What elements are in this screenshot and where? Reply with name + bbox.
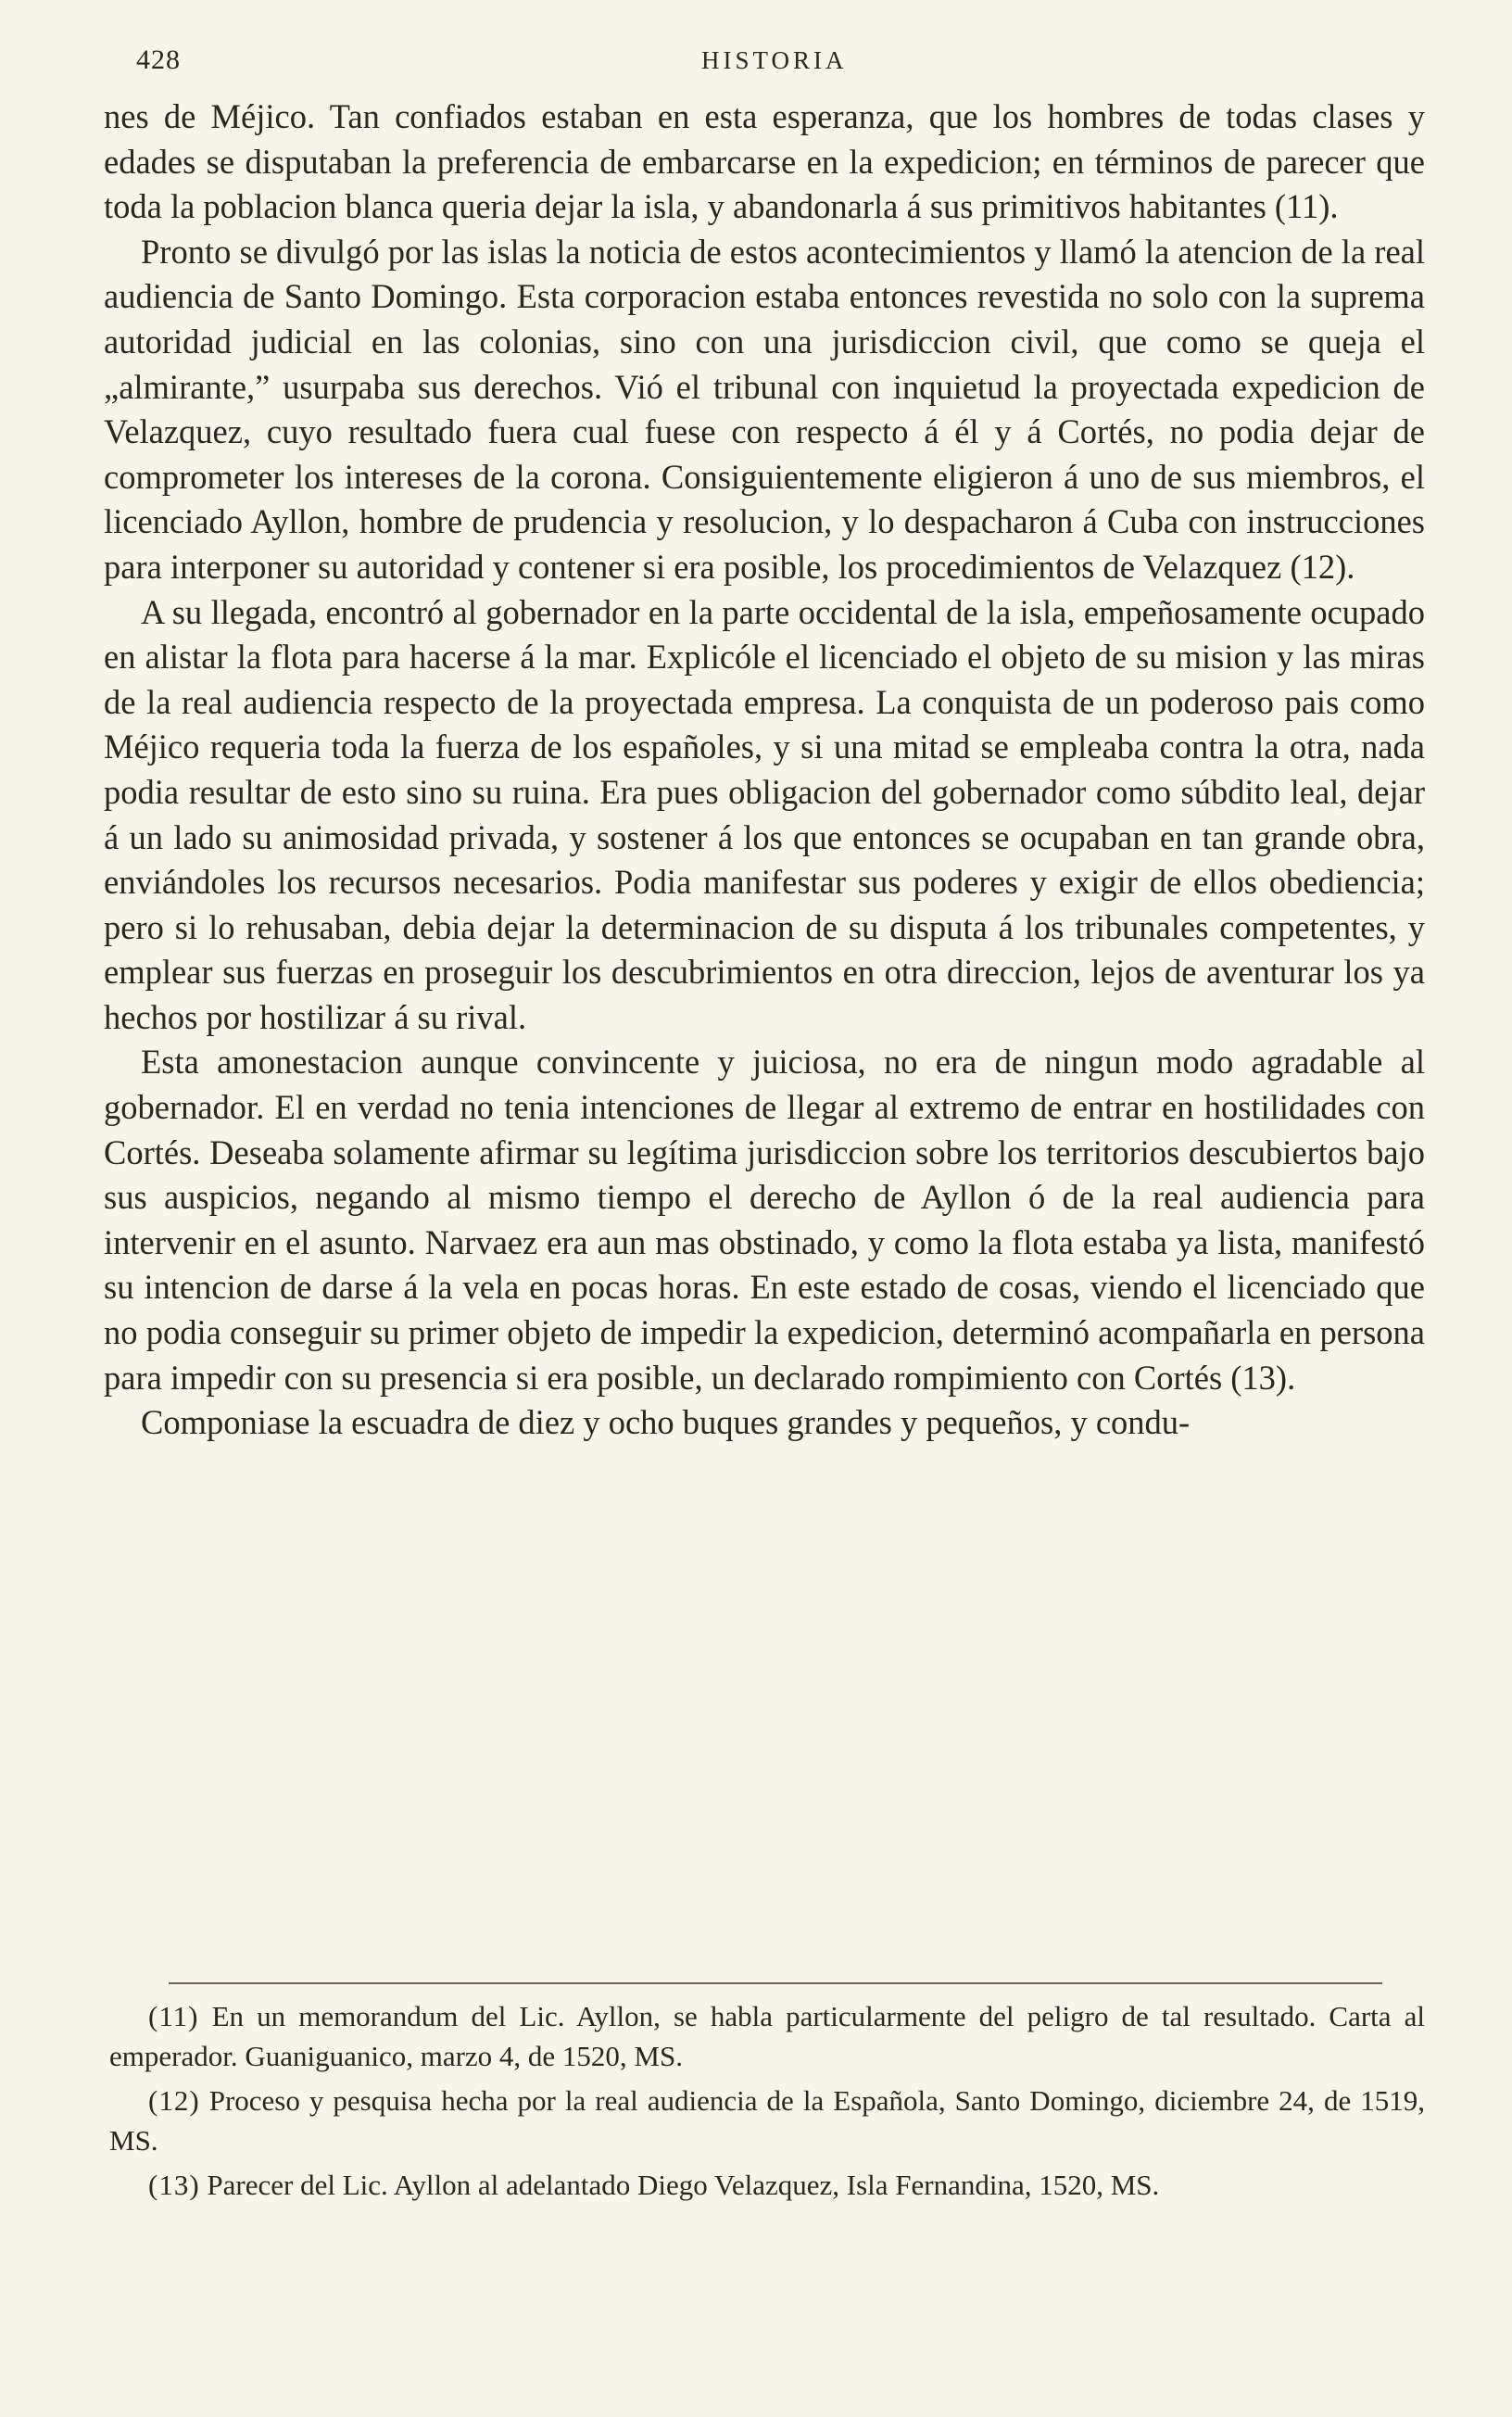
- paragraph-3: A su llegada, encontró al gobernador en la parte occidental de la isla, empeñosamente ocupado en alistar la flota para hacerse á la mar. Explicóle el licenciado el objeto de su mision y las miras de la real audiencia respecto de la proyectada empresa. La conquista de un poderoso pais como Méjico requeria toda la fuerza de los españoles, y si una mitad se empleaba contra la otra, nada podia resultar de esto sino su ruina. Era pues obligacion del gobernador como súbdito leal, dejar á un lado su animosidad privada, y sostener á los que entonces se ocupaban en tan grande obra, enviándoles los recursos necesarios. Podia manifestar sus poderes y exigir de ellos obediencia; pero si lo rehusaban, debia dejar la determinacion de su disputa á los tribunales competentes, y emplear sus fuerzas en proseguir los descubrimientos en otra direccion, lejos de aventurar los ya hechos por hostilizar á su rival.: [104, 592, 1425, 1036]
- footnote-divider: [169, 1982, 1382, 1984]
- footnote-text: Proceso y pesquisa hecha por la real audiencia de la Española, Santo Domingo, diciembre 24, de 1519, MS.: [109, 2084, 1426, 2157]
- footnote-text: En un memorandum del Lic. Ayllon, se habla particularmente del peligro de tal resultado. Carta al emperador. Guaniguanico, marzo 4, de 1520, MS.: [109, 2000, 1426, 2072]
- paragraph-2: Pronto se divulgó por las islas la noticia de estos acontecimientos y llamó la atencion de la real audiencia de Santo Domingo. Esta corporacion estaba entonces revestida no solo con la suprema autoridad judicial en las colonias, sino con una jurisdiccion civil, que como se queja el „almirante,” usurpaba sus derechos. Vió el tribunal con inquietud la proyectada expedicion de Velazquez, cuyo resultado fuera cual fuese con respecto á él y á Cortés, no podia dejar de comprometer los intereses de la corona. Consiguientemente eligieron á uno de sus miembros, el licenciado Ayllon, hombre de prudencia y resolucion, y lo despacharon á Cuba con instrucciones para interponer su autoridad y contener si era posible, los procedimientos de Velazquez (12).: [104, 232, 1425, 586]
- footnote-12: [109, 2082, 1425, 2160]
- footnote-mark: (13): [148, 2169, 200, 2201]
- page-number: 428: [136, 44, 181, 75]
- footnote-mark: (12): [148, 2084, 200, 2117]
- footnote-mark: (11): [148, 2000, 199, 2032]
- paragraph-5: Componiase la escuadra de diez y ocho buques grandes y pequeños, y condu-: [141, 1403, 1191, 1442]
- paragraph-1: nes de Méjico. Tan confiados estaban en esta esperanza, que los hombres de todas clases y edades se disputaban la preferencia de embarcarse en la expedicion; en términos de parecer que toda la poblacion blanca queria dejar la isla, y abandonarla á sus primitivos habitantes (11).: [104, 97, 1425, 226]
- paragraph-4: Esta amonestacion aunque convincente y juiciosa, no era de ningun modo agradable al gobernador. El en verdad no tenia intenciones de llegar al extremo de entrar en hostilidades con Cortés. Deseaba solamente afirmar su legítima jurisdiccion sobre los territorios descubiertos bajo sus auspicios, negando al mismo tiempo el derecho de Ayllon ó de la real audiencia para intervenir en el asunto. Narvaez era aun mas obstinado, y como la flota estaba ya lista, manifestó su intencion de darse á la vela en pocas horas. En este estado de cosas, viendo el licenciado que no podia conseguir su primer objeto de impedir la expedicion, determinó acompañarla en persona para impedir con su presencia si era posible, un declarado rompimiento con Cortés (13).: [104, 1043, 1425, 1397]
- main-text: [104, 95, 1425, 1446]
- running-title: HISTORIA: [701, 46, 848, 74]
- footnote-11: [109, 1997, 1425, 2076]
- running-head: [136, 44, 1422, 82]
- footnotes: [109, 1997, 1425, 2206]
- footnote-13: [109, 2166, 1425, 2206]
- footnote-text: Parecer del Lic. Ayllon al adelantado Diego Velazquez, Isla Fernandina, 1520, MS.: [207, 2169, 1160, 2201]
